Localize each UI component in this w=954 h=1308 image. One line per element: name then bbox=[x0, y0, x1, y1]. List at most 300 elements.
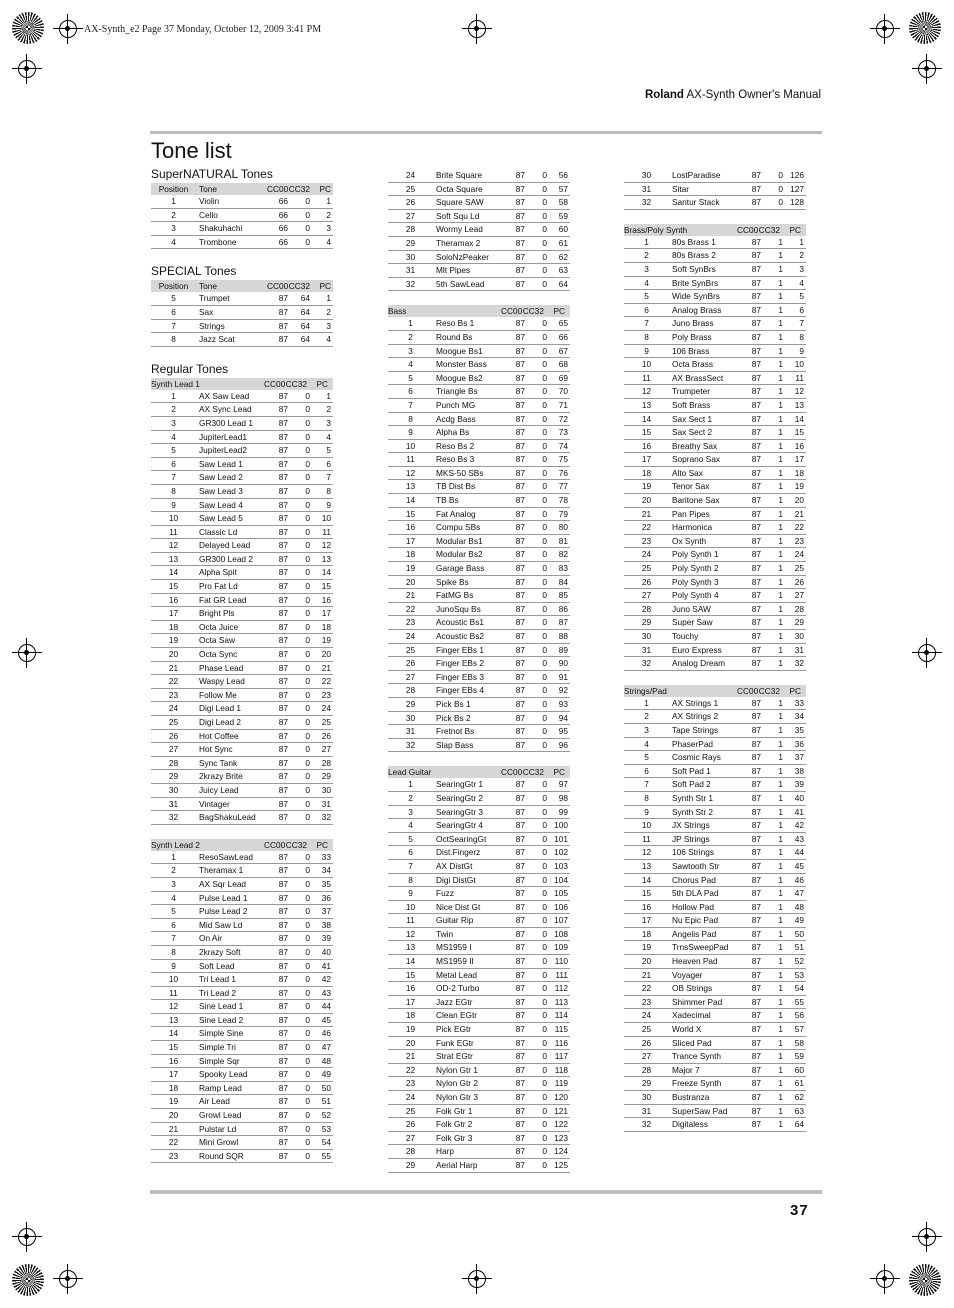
manual-name: AX-Synth Owner's Manual bbox=[683, 89, 821, 101]
cell-tone: Pulse Lead 1 bbox=[199, 892, 248, 903]
cell-cc00: 87 bbox=[515, 318, 525, 329]
cell-position: 16 bbox=[641, 901, 652, 912]
running-header bbox=[645, 89, 821, 101]
cell-cc32: 1 bbox=[778, 318, 783, 329]
cell-cc32: 0 bbox=[542, 481, 547, 492]
header-pc: PC bbox=[319, 184, 331, 194]
cell-cc32: 1 bbox=[778, 345, 783, 356]
header-position: Position bbox=[158, 281, 189, 292]
table-row bbox=[151, 236, 333, 250]
cell-cc00: 87 bbox=[278, 662, 288, 673]
cell-pc: 86 bbox=[558, 603, 568, 614]
cell-pc: 97 bbox=[558, 779, 568, 790]
cell-cc32: 1 bbox=[778, 942, 783, 953]
cell-tone: Alpha Bs bbox=[436, 427, 470, 438]
cell-position: 28 bbox=[641, 603, 652, 614]
cell-cc32: 1 bbox=[778, 236, 783, 247]
cell-pc: 40 bbox=[794, 792, 804, 803]
cell-tone: Baritone Sax bbox=[672, 495, 720, 506]
cell-position: 9 bbox=[171, 960, 176, 971]
cell-pc: 37 bbox=[794, 752, 804, 763]
cell-tone: Simple Sqr bbox=[199, 1055, 240, 1066]
cell-tone: Twin bbox=[436, 928, 454, 939]
cell-position: 32 bbox=[405, 739, 416, 750]
cell-pc: 12 bbox=[321, 540, 331, 551]
cell-cc00: 87 bbox=[751, 263, 761, 274]
cell-pc: 94 bbox=[558, 712, 568, 723]
cell-position: 12 bbox=[405, 467, 416, 478]
cell-cc32: 0 bbox=[542, 224, 547, 235]
cell-tone: Phase Lead bbox=[199, 662, 244, 673]
cell-position: 17 bbox=[405, 996, 416, 1007]
cell-position: 20 bbox=[168, 649, 179, 660]
cell-tone: Bright Pls bbox=[199, 608, 235, 619]
table-header-row bbox=[151, 183, 333, 195]
cell-pc: 44 bbox=[794, 847, 804, 858]
cell-pc: 4 bbox=[799, 277, 804, 288]
cell-pc: 128 bbox=[790, 197, 804, 208]
cell-position: 4 bbox=[171, 431, 176, 442]
cell-cc32: 1 bbox=[778, 440, 783, 451]
cell-position: 32 bbox=[641, 1119, 652, 1130]
registration-mark-top-left bbox=[12, 12, 44, 44]
cell-cc32: 0 bbox=[305, 526, 310, 537]
cell-cc00: 87 bbox=[751, 644, 761, 655]
table-row bbox=[151, 811, 333, 825]
cell-cc32: 0 bbox=[305, 1096, 310, 1107]
cell-position: 10 bbox=[405, 901, 416, 912]
cell-tone: 80s Brass 2 bbox=[672, 250, 716, 261]
cell-cc00: 87 bbox=[751, 522, 761, 533]
cell-cc00: 87 bbox=[515, 726, 525, 737]
cell-cc32: 0 bbox=[305, 1028, 310, 1039]
table-row bbox=[388, 1009, 570, 1023]
cell-tone: Reso Bs 2 bbox=[436, 440, 475, 451]
cell-position: 27 bbox=[168, 744, 179, 755]
cell-cc00: 87 bbox=[751, 820, 761, 831]
cell-cc32: 1 bbox=[778, 263, 783, 274]
cell-tone: Touchy bbox=[672, 631, 699, 641]
cell-cc00: 87 bbox=[751, 901, 761, 912]
cell-cc32: 0 bbox=[305, 209, 310, 220]
cell-tone: Soft Lead bbox=[199, 960, 235, 971]
table-row bbox=[388, 196, 570, 210]
cell-cc32: 0 bbox=[305, 717, 310, 727]
cell-cc00: 87 bbox=[278, 757, 288, 768]
cell-pc: 34 bbox=[321, 865, 331, 876]
cell-cc00: 87 bbox=[751, 658, 761, 669]
cell-pc: 2 bbox=[799, 250, 804, 261]
cell-cc00: 87 bbox=[278, 1082, 288, 1093]
table-row bbox=[151, 485, 333, 499]
header-cc32: CC32 bbox=[522, 767, 544, 778]
table-row bbox=[388, 928, 570, 942]
cell-tone: Cello bbox=[199, 209, 218, 220]
cell-pc: 42 bbox=[321, 974, 331, 985]
cell-pc: 8 bbox=[799, 331, 804, 342]
cell-pc: 57 bbox=[794, 1024, 804, 1035]
cell-position: 18 bbox=[405, 549, 416, 560]
table-row bbox=[151, 499, 333, 513]
table-row bbox=[624, 928, 806, 942]
cell-cc32: 1 bbox=[778, 481, 783, 492]
cell-cc32: 1 bbox=[778, 631, 783, 641]
cell-cc32: 0 bbox=[305, 417, 310, 428]
cell-position: 23 bbox=[168, 689, 179, 700]
cell-cc00: 87 bbox=[751, 386, 761, 397]
cell-pc: 19 bbox=[794, 481, 804, 492]
table-row bbox=[151, 716, 333, 730]
cell-cc00: 87 bbox=[515, 170, 525, 180]
cell-cc32: 0 bbox=[305, 472, 310, 483]
cell-cc32: 0 bbox=[305, 513, 310, 524]
cell-cc00: 87 bbox=[515, 251, 525, 262]
cell-position: 3 bbox=[171, 417, 176, 428]
cell-cc00: 87 bbox=[278, 472, 288, 483]
cell-tone: AX BrassSect bbox=[672, 372, 724, 383]
table-row bbox=[388, 223, 570, 237]
table-row bbox=[388, 914, 570, 928]
cell-tone: Finger EBs 1 bbox=[436, 644, 484, 655]
cell-tone: Shakuhachi bbox=[199, 223, 243, 234]
cell-tone: Harmonica bbox=[672, 522, 713, 533]
cell-cc32: 0 bbox=[542, 942, 547, 953]
table-row bbox=[151, 1150, 333, 1164]
cell-cc00: 87 bbox=[515, 590, 525, 601]
cell-cc00: 87 bbox=[515, 969, 525, 980]
cell-tone: Pick Bs 2 bbox=[436, 712, 471, 723]
cell-pc: 107 bbox=[554, 915, 568, 926]
cell-cc32: 0 bbox=[542, 1024, 547, 1035]
header-pc: PC bbox=[553, 767, 565, 778]
cell-cc32: 1 bbox=[778, 765, 783, 776]
table-row bbox=[151, 675, 333, 689]
cell-position: 22 bbox=[168, 1137, 179, 1148]
category-name: Brass/Poly Synth bbox=[624, 224, 688, 235]
cell-cc00: 87 bbox=[751, 860, 761, 871]
table-row bbox=[624, 630, 806, 644]
cell-tone: Trumpet bbox=[199, 293, 230, 304]
cell-pc: 55 bbox=[794, 996, 804, 1007]
cell-pc: 96 bbox=[558, 739, 568, 750]
cell-cc32: 0 bbox=[305, 757, 310, 768]
cell-tone: Hot Sync bbox=[199, 744, 233, 755]
cell-cc32: 0 bbox=[542, 372, 547, 383]
table-row bbox=[624, 345, 806, 359]
cell-pc: 1 bbox=[326, 390, 331, 401]
cell-cc32: 0 bbox=[542, 522, 547, 533]
cell-cc32: 1 bbox=[778, 522, 783, 533]
table-row bbox=[624, 304, 806, 318]
cell-cc00: 87 bbox=[278, 293, 288, 304]
cell-cc00: 87 bbox=[751, 806, 761, 817]
column-1 bbox=[151, 166, 333, 1163]
cell-cc00: 87 bbox=[278, 513, 288, 524]
cell-tone: Octa Juice bbox=[199, 621, 239, 632]
cell-pc: 126 bbox=[790, 170, 804, 180]
cell-pc: 2 bbox=[326, 404, 331, 415]
cell-cc00: 87 bbox=[515, 359, 525, 370]
table-row bbox=[388, 806, 570, 820]
cell-cc32: 0 bbox=[305, 594, 310, 605]
table-row bbox=[151, 730, 333, 744]
table-row bbox=[151, 973, 333, 987]
cell-cc00: 87 bbox=[751, 765, 761, 776]
cell-cc00: 87 bbox=[751, 1064, 761, 1075]
cell-position: 11 bbox=[406, 915, 415, 926]
cell-cc00: 87 bbox=[751, 1105, 761, 1116]
table-row bbox=[388, 385, 570, 399]
cell-cc32: 0 bbox=[542, 1010, 547, 1021]
cell-position: 18 bbox=[168, 1082, 179, 1093]
cell-cc32: 1 bbox=[778, 1105, 783, 1116]
cell-cc00: 87 bbox=[278, 851, 288, 862]
cell-tone: AX Sqr Lead bbox=[199, 878, 247, 889]
cell-tone: Nice Dist Gt bbox=[436, 901, 481, 912]
table-row bbox=[624, 819, 806, 833]
cell-pc: 50 bbox=[794, 928, 804, 939]
cell-tone: OD-2 Turbo bbox=[436, 983, 480, 994]
cell-tone: Super Saw bbox=[672, 617, 713, 628]
table-row bbox=[151, 919, 333, 933]
cell-cc32: 1 bbox=[778, 956, 783, 967]
cell-tone: AX Strings 2 bbox=[672, 711, 719, 722]
cell-cc32: 0 bbox=[305, 621, 310, 632]
cell-pc: 64 bbox=[794, 1119, 804, 1130]
cell-cc00: 87 bbox=[515, 956, 525, 967]
header-cc32: CC32 bbox=[285, 839, 307, 850]
cell-position: 3 bbox=[644, 724, 649, 735]
cell-position: 17 bbox=[641, 454, 652, 465]
cell-pc: 63 bbox=[558, 265, 568, 276]
cell-pc: 98 bbox=[558, 792, 568, 803]
cell-pc: 58 bbox=[558, 197, 568, 208]
cell-tone: Bustranza bbox=[672, 1092, 710, 1102]
cell-position: 28 bbox=[405, 1146, 416, 1157]
table-row bbox=[388, 846, 570, 860]
cell-position: 10 bbox=[168, 513, 179, 524]
cell-cc32: 0 bbox=[305, 960, 310, 971]
cell-pc: 7 bbox=[799, 318, 804, 329]
cell-cc32: 0 bbox=[542, 820, 547, 831]
cell-cc32: 1 bbox=[778, 888, 783, 899]
cell-tone: MS1959 I bbox=[436, 942, 472, 953]
cell-cc00: 87 bbox=[751, 291, 761, 302]
cell-tone: Compu SBs bbox=[436, 522, 481, 533]
cell-cc32: 0 bbox=[542, 847, 547, 858]
cell-pc: 67 bbox=[558, 345, 568, 356]
cell-cc32: 0 bbox=[542, 644, 547, 655]
cell-tone: Dist.Fingerz bbox=[436, 847, 481, 858]
cell-tone: TrnsSweepPad bbox=[672, 942, 729, 953]
cell-cc32: 0 bbox=[542, 726, 547, 737]
table-row bbox=[388, 644, 570, 658]
cell-tone: Acoustic Bs2 bbox=[436, 631, 484, 641]
table-row bbox=[624, 846, 806, 860]
cell-pc: 3 bbox=[326, 223, 331, 234]
table-row bbox=[388, 603, 570, 617]
table-row bbox=[624, 413, 806, 427]
table-row bbox=[388, 996, 570, 1010]
cell-pc: 31 bbox=[794, 644, 804, 655]
cell-pc: 10 bbox=[321, 513, 331, 524]
crosshair-mark-top-left bbox=[53, 14, 83, 44]
cell-position: 3 bbox=[644, 263, 649, 274]
cell-tone: Modular Bs2 bbox=[436, 549, 483, 560]
cell-cc32: 0 bbox=[542, 631, 547, 641]
cell-tone: Finger EBs 2 bbox=[436, 658, 484, 669]
table-row bbox=[624, 1064, 806, 1078]
cell-cc00: 87 bbox=[751, 535, 761, 546]
cell-pc: 18 bbox=[794, 467, 804, 478]
table-row bbox=[151, 851, 333, 865]
table-row bbox=[151, 798, 333, 812]
table-row bbox=[151, 471, 333, 485]
cell-cc00: 87 bbox=[515, 942, 525, 953]
cell-cc32: 1 bbox=[778, 779, 783, 790]
cell-cc32: 1 bbox=[778, 1037, 783, 1048]
cell-tone: LostParadise bbox=[672, 170, 721, 180]
cell-position: 12 bbox=[168, 540, 179, 551]
cell-position: 14 bbox=[405, 495, 416, 506]
cell-cc00: 87 bbox=[278, 960, 288, 971]
cell-pc: 61 bbox=[558, 237, 568, 248]
table-row bbox=[151, 648, 333, 662]
table-row bbox=[151, 621, 333, 635]
cell-pc: 45 bbox=[321, 1014, 331, 1025]
cell-position: 31 bbox=[641, 1105, 652, 1116]
cell-position: 19 bbox=[641, 942, 652, 953]
cell-cc00: 87 bbox=[515, 454, 525, 465]
cell-pc: 70 bbox=[558, 386, 568, 397]
cell-tone: Digitaless bbox=[672, 1119, 708, 1130]
cell-position: 21 bbox=[168, 662, 179, 673]
cell-tone: Pick Bs 1 bbox=[436, 698, 471, 709]
table-row bbox=[388, 1118, 570, 1132]
cell-cc00: 87 bbox=[751, 603, 761, 614]
cell-position: 28 bbox=[641, 1064, 652, 1075]
table-row bbox=[624, 562, 806, 576]
cell-pc: 21 bbox=[794, 508, 804, 519]
cell-pc: 34 bbox=[794, 711, 804, 722]
cell-cc32: 0 bbox=[778, 197, 783, 208]
cell-cc00: 87 bbox=[751, 1092, 761, 1102]
table-row bbox=[388, 426, 570, 440]
cell-cc00: 87 bbox=[515, 386, 525, 397]
cell-cc00: 87 bbox=[751, 711, 761, 722]
cell-tone: Sine Lead 2 bbox=[199, 1014, 244, 1025]
cell-pc: 115 bbox=[554, 1024, 568, 1035]
cell-cc00: 87 bbox=[751, 738, 761, 749]
cell-tone: ResoSawLead bbox=[199, 851, 253, 862]
cell-cc00: 87 bbox=[278, 878, 288, 889]
cell-tone: JP Strings bbox=[672, 833, 710, 844]
cell-pc: 15 bbox=[794, 427, 804, 438]
cell-cc32: 0 bbox=[542, 1037, 547, 1048]
header-pc: PC bbox=[316, 839, 328, 850]
cell-cc00: 87 bbox=[751, 1010, 761, 1021]
cell-cc32: 0 bbox=[542, 1105, 547, 1116]
cell-tone: Round SQR bbox=[199, 1150, 244, 1161]
cell-cc00: 87 bbox=[515, 1078, 525, 1089]
table-row bbox=[624, 996, 806, 1010]
cell-position: 1 bbox=[408, 779, 413, 790]
cell-tone: Strat EGtr bbox=[436, 1051, 473, 1062]
table-row bbox=[151, 1068, 333, 1082]
cell-tone: Breathy Sax bbox=[672, 440, 718, 451]
header-cc00: CC00 bbox=[501, 306, 523, 317]
table-row bbox=[151, 222, 333, 236]
cell-cc32: 0 bbox=[305, 649, 310, 660]
cell-position: 21 bbox=[405, 1051, 416, 1062]
cell-position: 28 bbox=[405, 224, 416, 235]
cell-tone: Pulstar Ld bbox=[199, 1123, 237, 1134]
cell-cc00: 87 bbox=[515, 331, 525, 342]
cell-cc00: 87 bbox=[278, 919, 288, 930]
cell-pc: 56 bbox=[794, 1010, 804, 1021]
cell-cc32: 1 bbox=[778, 860, 783, 871]
cell-cc32: 0 bbox=[305, 798, 310, 809]
table-header-row bbox=[624, 685, 806, 697]
cell-cc00: 87 bbox=[515, 549, 525, 560]
cell-position: 28 bbox=[168, 757, 179, 768]
cell-cc00: 66 bbox=[278, 196, 288, 206]
table-row bbox=[624, 480, 806, 494]
cell-pc: 32 bbox=[794, 658, 804, 669]
cell-position: 22 bbox=[168, 676, 179, 687]
table-row bbox=[151, 566, 333, 580]
cell-pc: 89 bbox=[558, 644, 568, 655]
table-row bbox=[624, 982, 806, 996]
cell-tone: Fat GR Lead bbox=[199, 594, 247, 605]
table-header-row bbox=[624, 224, 806, 236]
cell-pc: 62 bbox=[794, 1092, 804, 1102]
cell-cc00: 87 bbox=[751, 508, 761, 519]
cell-cc00: 87 bbox=[751, 197, 761, 208]
table-row bbox=[151, 662, 333, 676]
table-row bbox=[624, 399, 806, 413]
cell-tone: OctSearingGt bbox=[436, 833, 487, 844]
cell-pc: 4 bbox=[326, 334, 331, 345]
table-row bbox=[388, 712, 570, 726]
cell-position: 20 bbox=[168, 1110, 179, 1121]
cell-pc: 122 bbox=[554, 1119, 568, 1130]
table-row bbox=[388, 739, 570, 753]
cell-cc00: 87 bbox=[515, 535, 525, 546]
cell-cc00: 87 bbox=[278, 730, 288, 741]
cell-pc: 119 bbox=[554, 1078, 568, 1089]
cell-pc: 62 bbox=[558, 251, 568, 262]
cell-cc32: 1 bbox=[778, 359, 783, 370]
cell-tone: Major 7 bbox=[672, 1064, 700, 1075]
cell-cc00: 87 bbox=[515, 617, 525, 628]
cell-pc: 35 bbox=[321, 878, 331, 889]
cell-cc00: 87 bbox=[515, 631, 525, 641]
cell-cc00: 87 bbox=[515, 413, 525, 424]
table-row bbox=[388, 1132, 570, 1146]
cell-position: 11 bbox=[642, 372, 651, 383]
cell-position: 7 bbox=[408, 860, 413, 871]
cell-cc32: 0 bbox=[542, 359, 547, 370]
cell-position: 24 bbox=[405, 631, 416, 641]
cell-cc00: 87 bbox=[751, 847, 761, 858]
cell-tone: Strings bbox=[199, 320, 225, 331]
cell-tone: Octa Sync bbox=[199, 649, 238, 660]
cell-position: 2 bbox=[644, 250, 649, 261]
cell-cc00: 87 bbox=[515, 427, 525, 438]
crosshair-mark-mid-right bbox=[912, 638, 942, 668]
cell-pc: 74 bbox=[558, 440, 568, 451]
